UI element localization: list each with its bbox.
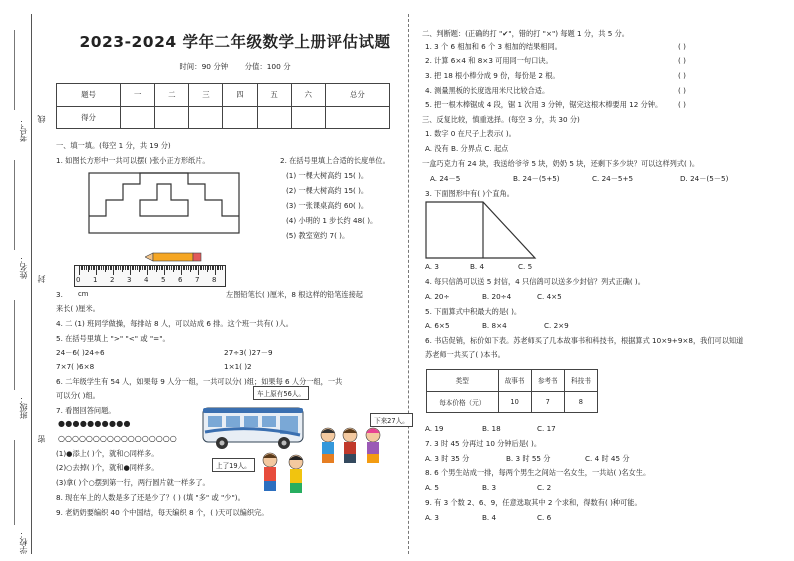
score-col: 六 <box>291 84 325 107</box>
option: A. 3 <box>425 513 439 522</box>
length-unit-item: (2) 一棵大树高约 15( )。 <box>286 186 369 195</box>
question-1-1: 1. 如图长方形中一共可以摆( )张小正方形纸片。 <box>56 156 210 165</box>
price-col: 科技书 <box>564 370 597 392</box>
rectangle-squares-figure <box>88 172 240 234</box>
price-table <box>426 369 598 413</box>
score-col: 总分 <box>325 84 389 107</box>
children-getting-off-icon <box>318 426 388 466</box>
choice-question-4: 4. 每只信鸽可以送 5 封信，4 只信鸽可以送多少封信？列式正确( )。 <box>425 277 645 286</box>
score-col: 题号 <box>57 84 121 107</box>
price-row-label: 每本价格（元） <box>427 391 499 413</box>
score-col: 四 <box>223 84 257 107</box>
score-cell[interactable] <box>155 106 189 129</box>
trapezoid-figure <box>425 201 537 259</box>
score-table-header <box>57 84 390 107</box>
score-cell[interactable] <box>257 106 291 129</box>
bus-illustration <box>200 402 308 452</box>
binding-line <box>31 14 32 554</box>
hollow-dots: ○○○○○○○○○○○○○○○○○ <box>58 434 177 443</box>
choice-question-3: 3. 下面图形中有( )个直角。 <box>425 189 514 198</box>
judge-answer-paren: ( ) <box>678 100 686 109</box>
ruler-label: 2 <box>110 276 115 284</box>
name-label: 姓名： <box>19 255 28 279</box>
compare-item: 24－6( )24÷6 <box>56 348 105 357</box>
bubble-down: 下来27人。 <box>370 413 413 427</box>
compare-item: 27÷3( )27－9 <box>224 348 273 357</box>
choice-question-1: 1. 数字 0 在尺子上表示( )。 <box>425 129 516 138</box>
choice-options-1: A. 没有 B. 分界点 C. 起点 <box>425 144 509 153</box>
ruler-label: 6 <box>178 276 183 284</box>
price-col: 故事书 <box>498 370 531 392</box>
ruler-label: 5 <box>161 276 166 284</box>
option: A. 24－5 <box>430 174 461 183</box>
price-table-row <box>427 391 598 413</box>
option: B. 3 <box>482 483 497 492</box>
option: A. 19 <box>425 424 444 433</box>
ruler-label: 3 <box>127 276 132 284</box>
option: D. 24－(5－5) <box>680 174 729 183</box>
exam-no-underline <box>14 30 16 110</box>
length-unit-item: (4) 小明的 1 步长约 48( )。 <box>286 216 378 225</box>
option: A. 3 <box>425 262 439 271</box>
judge-item: 5. 把一根木棒锯成 4 段，锯 1 次用 3 分钟，锯完这根木棒要用 12 分钟。 <box>425 100 663 109</box>
price-col: 参考书 <box>531 370 564 392</box>
compare-item: 1×1( )2 <box>224 362 252 371</box>
score-col: 一 <box>121 84 155 107</box>
judge-answer-paren: ( ) <box>678 86 686 95</box>
ruler-labels <box>74 276 234 286</box>
exam-time: 时间：90 分钟 <box>179 62 229 71</box>
option: B. 3 时 55 分 <box>506 454 551 463</box>
exam-score: 分值：100 分 <box>244 62 291 71</box>
section-2-heading: 二、判断题：(正确的打 "✔"，错的打 "×") 每题 1 分，共 5 分。 <box>422 29 629 38</box>
choice-question-7: 7. 3 时 45 分再过 10 分钟后是( )。 <box>425 439 542 448</box>
score-table-row <box>57 106 390 129</box>
ruler-tick <box>222 266 223 270</box>
choice-question-6: 6. 书店促销，标价如下表。苏老师买了几本故事书和科技书，根据算式 10×9+9×8，我们可以知道 <box>425 336 744 345</box>
judge-answer-paren: ( ) <box>678 42 686 51</box>
option: A. 3 时 35 分 <box>425 454 470 463</box>
question-1-3: 左图铅笔长( )厘米，8 根这样的铅笔连接起 <box>226 290 363 299</box>
choice-question-2: 一盒巧克力有 24 块，我送给爷爷 5 块，奶奶 5 块，还剩下多少块？可以这样列式( )。 <box>422 159 700 168</box>
length-unit-item: (5) 教室宽约 7( )。 <box>286 231 350 240</box>
score-col: 三 <box>189 84 223 107</box>
score-col: 二 <box>155 84 189 107</box>
class-label: 班级： <box>19 395 28 419</box>
question-1-3-number: 3. <box>56 290 63 299</box>
exam-info <box>60 61 410 72</box>
question-1-7: 7. 看图回答问题。 <box>56 406 116 415</box>
option: A. 5 <box>425 483 439 492</box>
option: B. 8×4 <box>482 321 507 330</box>
score-cell[interactable] <box>325 106 389 129</box>
option: C. 4 时 45 分 <box>585 454 630 463</box>
length-unit-item: (3) 一张课桌高约 60( )。 <box>286 201 369 210</box>
judge-answer-paren: ( ) <box>678 71 686 80</box>
option: C. 2×9 <box>544 321 569 330</box>
ruler-label: 1 <box>93 276 98 284</box>
question-1-6: 6. 二年级学生有 54 人，如果每 9 人分一组，一共可以分( )组；如果每 6 人分一组，一共 <box>56 377 343 386</box>
score-row-label: 得分 <box>57 106 121 129</box>
option: B. 18 <box>482 424 501 433</box>
section-1-heading: 一、填一填。(每空 1 分，共 19 分) <box>56 141 171 150</box>
pencil-icon <box>145 250 205 264</box>
dots-item: (2)○去掉( )个，就和●同样多。 <box>56 463 159 472</box>
question-1-8: 8. 现在车上的人数是多了还是少了？( ) (填 "多" 或 "少")。 <box>56 493 245 502</box>
judge-item: 3. 把 18 根小棒分成 9 份，每份是 2 根。 <box>425 71 560 80</box>
option: A. 6×5 <box>425 321 450 330</box>
dots-item: (1)●添上( )个，就和○同样多。 <box>56 449 159 458</box>
children-getting-on-icon <box>256 452 312 496</box>
option: C. 6 <box>537 513 552 522</box>
option: C. 17 <box>537 424 556 433</box>
judge-item: 1. 3 个 6 相加和 6 个 3 相加的结果相同。 <box>425 42 562 51</box>
ruler-unit: cm <box>78 290 89 298</box>
score-cell[interactable] <box>189 106 223 129</box>
school-underline <box>14 440 16 525</box>
judge-answer-paren: ( ) <box>678 56 686 65</box>
option: B. 20÷4 <box>482 292 512 301</box>
length-unit-item: (1) 一棵大树高约 15( )。 <box>286 171 369 180</box>
score-cell[interactable] <box>223 106 257 129</box>
price-col: 类型 <box>427 370 499 392</box>
seal-mark: 封 <box>37 275 46 283</box>
score-cell[interactable] <box>291 106 325 129</box>
question-1-9: 9. 老奶奶要编织 40 个中国结，每天编织 8 个，( )天可以编织完。 <box>56 508 269 517</box>
choice-question-9: 9. 有 3 个数 2、6、9，任意选取其中 2 个求和，得数有( )种可能。 <box>425 498 642 507</box>
ruler-label: 7 <box>195 276 200 284</box>
section-3-heading: 三、反复比较，慎重选择。(每空 3 分，共 30 分) <box>422 115 580 124</box>
score-col: 五 <box>257 84 291 107</box>
price-cell: 10 <box>498 391 531 413</box>
dots-item: (3)拿( )个○摆到第一行，两行圆片就一样多了。 <box>56 478 210 487</box>
option: B. 24－(5+5) <box>513 174 560 183</box>
bubble-up: 上了19人。 <box>212 458 255 472</box>
option: B. 4 <box>470 262 485 271</box>
judge-item: 4. 测量黑板的长度选用米尺比较合适。 <box>425 86 550 95</box>
page-title: 2023-2024 学年二年级数学上册评估试题 <box>79 33 391 51</box>
exam-no-label: 考号： <box>19 118 28 142</box>
option: C. 5 <box>518 262 533 271</box>
choice-question-5: 5. 下面算式中积最大的是( )。 <box>425 307 522 316</box>
ruler-label: 0 <box>76 276 81 284</box>
score-table <box>56 83 390 129</box>
ruler-label: 4 <box>144 276 149 284</box>
option: C. 2 <box>537 483 552 492</box>
option: C. 4×5 <box>537 292 562 301</box>
choice-question-6-cont: 苏老师一共买了( )本书。 <box>425 350 505 359</box>
judge-item: 2. 计算 6×4 和 8×3 可用同一句口诀。 <box>425 56 553 65</box>
price-cell: 7 <box>531 391 564 413</box>
class-underline <box>14 300 16 390</box>
option: B. 4 <box>482 513 497 522</box>
filled-dots: ●●●●●●●●●● <box>58 419 131 428</box>
school-label: 学校： <box>19 530 28 554</box>
ruler-label: 8 <box>212 276 217 284</box>
seal-line-mark: 线 <box>37 115 46 123</box>
option: A. 20÷ <box>425 292 450 301</box>
question-1-4: 4. 二 (1) 班同学做操，每排站 8 人，可以站成 6 排。这个班一共有( )人。 <box>56 319 293 328</box>
score-cell[interactable] <box>121 106 155 129</box>
bubble-on-bus: 车上原有56人。 <box>253 386 309 400</box>
secret-mark: 密 <box>37 435 46 443</box>
name-underline <box>14 160 16 250</box>
question-1-3-cont: 来长( )厘米。 <box>56 304 100 313</box>
compare-item: 7×7( )6×8 <box>56 362 95 371</box>
question-1-5: 5. 在括号里填上 ">" "<" 或 "="。 <box>56 334 170 343</box>
column-divider <box>408 14 409 554</box>
question-1-6-cont: 可以分( )组。 <box>56 391 100 400</box>
price-cell: 8 <box>564 391 597 413</box>
option: C. 24－5+5 <box>592 174 634 183</box>
question-1-2: 2. 在括号里填上合适的长度单位。 <box>280 156 390 165</box>
choice-question-8: 8. 6 个男生站成一排，每两个男生之间站一名女生，一共站( )名女生。 <box>425 468 651 477</box>
price-table-header <box>427 370 598 392</box>
